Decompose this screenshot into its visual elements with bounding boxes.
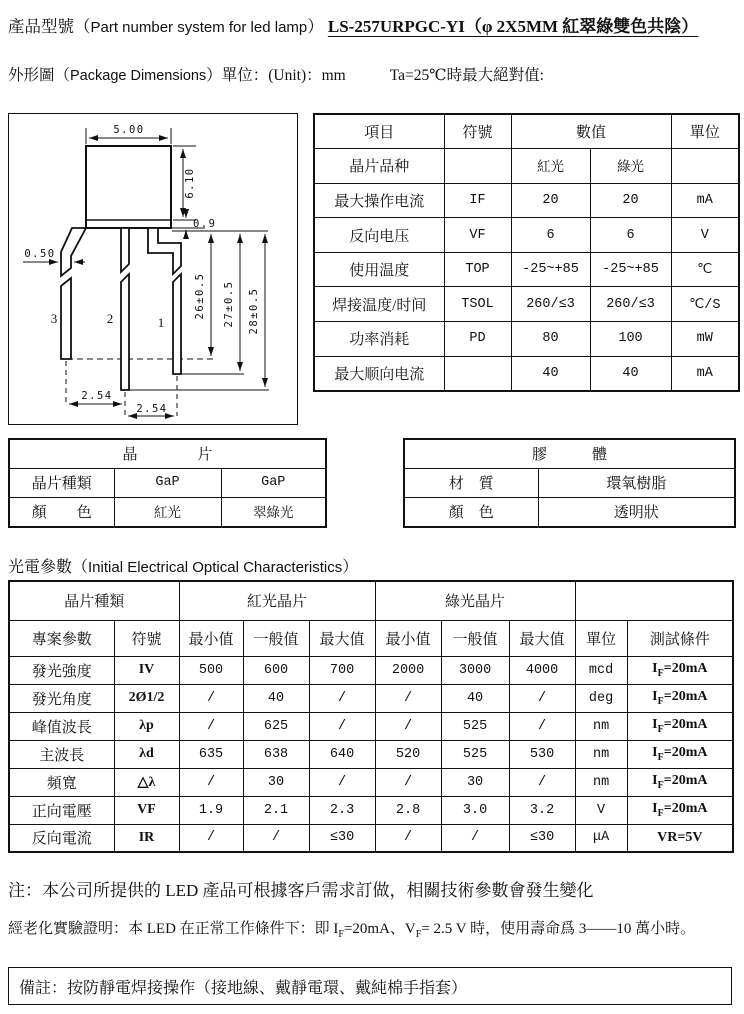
dim-label-pitch-left: 2.54 <box>81 390 113 402</box>
abs-header-item: 項目 <box>314 114 444 149</box>
cell: 最大顺向电流 <box>314 356 444 391</box>
cell: 主波長 <box>9 740 114 768</box>
cell: $I_F=20mA$ <box>627 768 733 796</box>
cell: 使用温度 <box>314 252 444 287</box>
cell: 40 <box>511 356 590 391</box>
abs-max-table <box>313 113 740 392</box>
note-aging-test: 經老化實驗證明：本 LED 在正常工作條件下：即 $I_F=20mA$、$V_F= 2.5$ V 時，使用壽命爲 3——10 萬小時。 <box>8 921 696 940</box>
cell: IR <box>114 824 179 852</box>
remark-text: 備註：按防靜電焊接操作（接地線、戴靜電環、戴純棉手指套） <box>19 979 468 997</box>
cell: 顏 色 <box>404 498 538 527</box>
table-row <box>9 620 733 656</box>
cell: / <box>309 684 375 712</box>
cell: / <box>179 684 243 712</box>
cell: 晶片種類 <box>9 468 114 497</box>
cell: 2.8 <box>375 796 441 824</box>
cell <box>444 149 511 184</box>
cell: $I_F=20mA$ <box>627 656 733 684</box>
cell: / <box>243 824 309 852</box>
cell: ≤30 <box>309 824 375 852</box>
optical-characteristics-table <box>8 580 734 853</box>
opt-group-blank <box>575 581 733 620</box>
opt-col-header: 單位 <box>575 620 627 656</box>
colloid-table-title: 膠 體 <box>404 439 735 468</box>
cell: VF <box>114 796 179 824</box>
cell: 3.0 <box>441 796 509 824</box>
pin-3-label: 3 <box>50 311 58 326</box>
opt-col-header: 最小值 <box>179 620 243 656</box>
pin-1-label: 1 <box>157 315 165 330</box>
cell: / <box>309 768 375 796</box>
dim-label-pitch-right: 2.54 <box>136 403 168 415</box>
cell: 反向電流 <box>9 824 114 852</box>
cell: 520 <box>375 740 441 768</box>
cell: 2.3 <box>309 796 375 824</box>
opt-col-header: 符號 <box>114 620 179 656</box>
cell: λp <box>114 712 179 740</box>
cell: / <box>509 712 575 740</box>
cell: 40 <box>441 684 509 712</box>
cell: 1.9 <box>179 796 243 824</box>
cell: 100 <box>590 322 671 357</box>
optical-table-body <box>9 656 733 852</box>
dim-label-lead-27: 27±0.5 <box>223 280 235 328</box>
cell: 6 <box>511 218 590 253</box>
cell: $I_F=20mA$ <box>627 740 733 768</box>
subtitle-en: Package Dimensions <box>70 68 207 84</box>
cell: 40 <box>590 356 671 391</box>
cell: / <box>441 824 509 852</box>
cell: 翠綠光 <box>221 498 326 527</box>
cell: 30 <box>243 768 309 796</box>
cell: 3.2 <box>509 796 575 824</box>
optical-title-zh: 光電參數（ <box>8 559 89 576</box>
cell: -25~+85 <box>590 252 671 287</box>
cell: ℃ <box>671 252 739 287</box>
table-row <box>9 656 733 684</box>
table-row <box>9 498 326 527</box>
table-row <box>9 439 326 468</box>
cell: 綠光 <box>590 149 671 184</box>
abs-header-symbol: 符號 <box>444 114 511 149</box>
subtitle <box>8 63 544 85</box>
opt-group-chip-type: 晶片種類 <box>9 581 179 620</box>
table-row <box>314 252 739 287</box>
table-row <box>9 468 326 497</box>
cell: 260/≤3 <box>511 287 590 322</box>
cell: 635 <box>179 740 243 768</box>
dim-label-body-height: 6.10 <box>184 167 196 199</box>
cell: mcd <box>575 656 627 684</box>
cell: 顏 色 <box>9 498 114 527</box>
table-row <box>314 287 739 322</box>
table-row <box>404 498 735 527</box>
dim-label-lead-28: 28±0.5 <box>248 287 260 335</box>
abs-max-table-body <box>314 149 739 391</box>
opt-col-header: 最小值 <box>375 620 441 656</box>
cell: 發光強度 <box>9 656 114 684</box>
cell: V <box>575 796 627 824</box>
cell: 材 質 <box>404 468 538 497</box>
opt-group-green-chip: 綠光晶片 <box>375 581 575 620</box>
chip-table-body <box>9 468 326 527</box>
table-row <box>9 684 733 712</box>
cell: 640 <box>309 740 375 768</box>
chip-table <box>8 438 327 528</box>
cell: 透明狀 <box>538 498 735 527</box>
lead-3-upper <box>61 228 86 276</box>
cell: $I_F=20mA$ <box>627 712 733 740</box>
optical-section-title <box>8 554 358 577</box>
subtitle-zh2: ）單位：(Unit)：mm <box>206 67 346 84</box>
cell: 正向電壓 <box>9 796 114 824</box>
dim-label-width: 5.00 <box>113 124 145 136</box>
cell: 3000 <box>441 656 509 684</box>
cell <box>671 149 739 184</box>
opt-col-header: 一般值 <box>243 620 309 656</box>
cell: nm <box>575 740 627 768</box>
table-row <box>314 183 739 218</box>
package-dimension-drawing <box>9 114 294 421</box>
subtitle-ambient-condition: Ta=25℃時最大絕對值: <box>389 67 544 84</box>
cell: PD <box>444 322 511 357</box>
cell: / <box>309 712 375 740</box>
cell: VF <box>444 218 511 253</box>
document-title <box>8 12 698 37</box>
cell: / <box>179 712 243 740</box>
cell: mA <box>671 356 739 391</box>
lead-2-lower <box>121 274 129 390</box>
cell: $I_F=20mA$ <box>627 684 733 712</box>
table-row <box>314 218 739 253</box>
cell: VR=5V <box>627 824 733 852</box>
title-prefix-en: Part number system for led lamp <box>90 19 308 36</box>
lead-2-upper <box>121 228 129 272</box>
cell <box>444 356 511 391</box>
cell: 6 <box>590 218 671 253</box>
table-row <box>314 356 739 391</box>
opt-col-header: 測試條件 <box>627 620 733 656</box>
cell: 最大操作电流 <box>314 183 444 218</box>
cell: 4000 <box>509 656 575 684</box>
cell: IV <box>114 656 179 684</box>
cell: 500 <box>179 656 243 684</box>
cell: 20 <box>590 183 671 218</box>
title-prefix-zh: 產品型號（ <box>8 17 91 36</box>
cell: 2000 <box>375 656 441 684</box>
cell: ≤30 <box>509 824 575 852</box>
title-part-number: LS-257URPGC-YI（φ 2X5MM 紅翠綠雙色共陰） <box>327 17 699 36</box>
cell: 600 <box>243 656 309 684</box>
dim-label-standoff: 0.9 <box>193 218 217 230</box>
cell: △λ <box>114 768 179 796</box>
dim-label-lead-26: 26±0.5 <box>194 272 206 320</box>
cell: 625 <box>243 712 309 740</box>
cell: 530 <box>509 740 575 768</box>
cell: nm <box>575 768 627 796</box>
table-row <box>314 322 739 357</box>
cell: V <box>671 218 739 253</box>
cell: / <box>375 684 441 712</box>
cell: -25~+85 <box>511 252 590 287</box>
colloid-table <box>403 438 736 528</box>
table-row <box>9 796 733 824</box>
subtitle-zh1: 外形圖（ <box>8 67 71 84</box>
note-customization: 注：本公司所提供的 LED 產品可根據客戶需求訂做，相關技術參數會發生變化 <box>8 881 594 900</box>
optical-title-en: Initial Electrical Optical Characteristics <box>88 559 343 576</box>
opt-col-header: 專案參數 <box>9 620 114 656</box>
cell: 晶片品种 <box>314 149 444 184</box>
cell: / <box>509 768 575 796</box>
cell: GaP <box>114 468 221 497</box>
lead-3-lower <box>61 278 71 359</box>
cell: 525 <box>441 740 509 768</box>
table-row <box>314 149 739 184</box>
cell: IF <box>444 183 511 218</box>
table-row <box>9 740 733 768</box>
cell: $I_F=20mA$ <box>627 796 733 824</box>
table-row <box>314 114 739 149</box>
colloid-table-body <box>404 468 735 527</box>
cell: 紅光 <box>114 498 221 527</box>
lead-1-upper <box>148 228 181 274</box>
cell: TSOL <box>444 287 511 322</box>
pin-2-label: 2 <box>106 311 114 326</box>
chip-table-title: 晶 片 <box>9 439 326 468</box>
cell: 20 <box>511 183 590 218</box>
table-row <box>9 768 733 796</box>
table-row <box>404 439 735 468</box>
cell: TOP <box>444 252 511 287</box>
cell: 頻寬 <box>9 768 114 796</box>
cell: / <box>179 768 243 796</box>
cell: μA <box>575 824 627 852</box>
cell: 2Ø1/2 <box>114 684 179 712</box>
led-body-outline <box>86 146 171 228</box>
package-drawing-box <box>8 113 298 425</box>
optical-title-close: ） <box>342 559 359 576</box>
cell: 638 <box>243 740 309 768</box>
table-row <box>9 824 733 852</box>
cell: nm <box>575 712 627 740</box>
opt-col-header: 最大值 <box>309 620 375 656</box>
title-prefix-close: ） <box>307 17 324 36</box>
opt-col-header: 最大值 <box>509 620 575 656</box>
abs-header-value: 數值 <box>511 114 671 149</box>
cell: 30 <box>441 768 509 796</box>
cell: 峰值波長 <box>9 712 114 740</box>
table-row <box>404 468 735 497</box>
cell: / <box>179 824 243 852</box>
cell: mW <box>671 322 739 357</box>
opt-group-red-chip: 紅光晶片 <box>179 581 375 620</box>
cell: λd <box>114 740 179 768</box>
table-row <box>9 712 733 740</box>
cell: 700 <box>309 656 375 684</box>
cell: 40 <box>243 684 309 712</box>
opt-col-header: 一般值 <box>441 620 509 656</box>
cell: mA <box>671 183 739 218</box>
cell: / <box>509 684 575 712</box>
lead-1-lower <box>173 274 181 374</box>
cell: 260/≤3 <box>590 287 671 322</box>
cell: 反向电压 <box>314 218 444 253</box>
abs-header-unit: 單位 <box>671 114 739 149</box>
cell: / <box>375 712 441 740</box>
cell: 紅光 <box>511 149 590 184</box>
table-row <box>9 581 733 620</box>
cell: 2.1 <box>243 796 309 824</box>
cell: ℃/S <box>671 287 739 322</box>
cell: / <box>375 824 441 852</box>
cell: 80 <box>511 322 590 357</box>
dim-label-lead-thickness: 0.50 <box>24 248 56 260</box>
cell: / <box>375 768 441 796</box>
cell: 525 <box>441 712 509 740</box>
remark-box <box>8 967 732 1005</box>
cell: GaP <box>221 468 326 497</box>
cell: 環氧樹脂 <box>538 468 735 497</box>
cell: 發光角度 <box>9 684 114 712</box>
cell: 焊接温度/时间 <box>314 287 444 322</box>
cell: 功率消耗 <box>314 322 444 357</box>
cell: deg <box>575 684 627 712</box>
